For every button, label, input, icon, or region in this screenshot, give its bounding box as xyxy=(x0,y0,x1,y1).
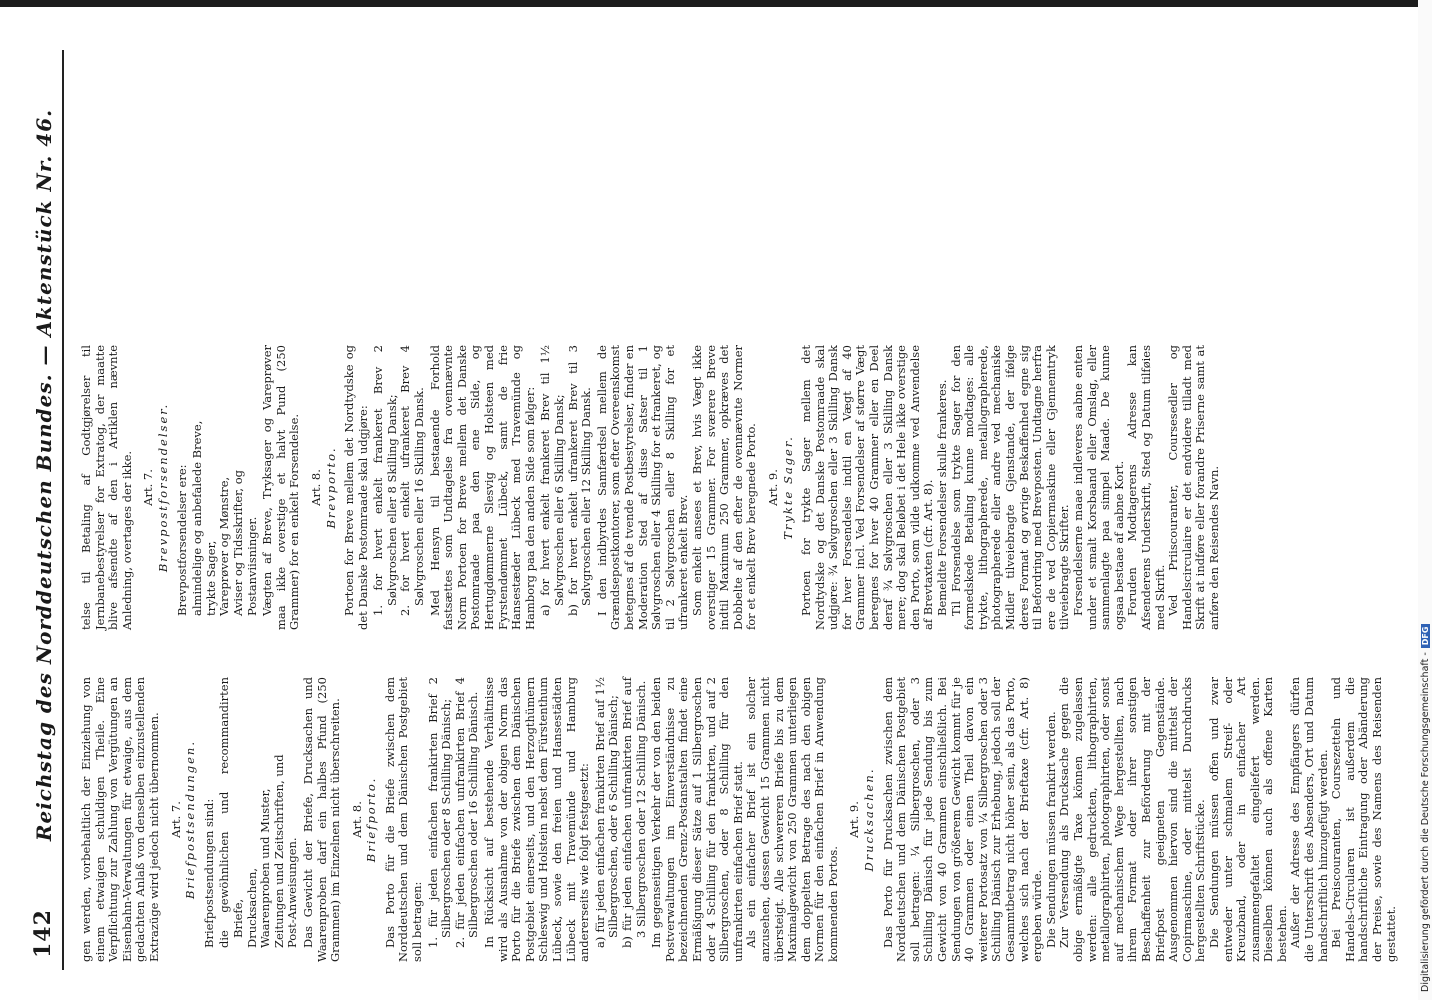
paragraph: Forsendelserne maae indleveres aabne enten under et smalt Korsbaand eller Omslag, eller sammenlagte paa simpel Maade. De kunne ogsaa bestaae af aabne Kort. xyxy=(1070,345,1126,630)
paragraph: gen werden, vorbehaltlich der Einziehung von einem etwaigen schuldigen Theile. Eine Verpflichtung zur Zahlung von Vergütungen an Eisenbahn-Verwaltungen für etwaige, aus dem gedachten Anlaß von denselben einzustellenden Extrazüge wird jedoch nicht übernommen. xyxy=(79,677,161,962)
item-list xyxy=(594,677,648,948)
list-item: b) for hvert enkelt ufrankeret Brev til 3 Sølvgroschen eller 12 Skilling Dansk. xyxy=(565,345,594,616)
list-item: die gewöhnlichen und recommandirten Briefe, xyxy=(217,677,245,948)
paragraph: Ved Priiscouranter, Coursesedler og Handelscirculaire er det endvidere tilladt med Skrift at indføre eller forandre Priserne samt at anføre den Reisendes Navn. xyxy=(1166,345,1221,630)
paragraph: Als ein einfacher Brief ist ein solcher anzusehen, dessen Gewicht 15 Grammen nicht übersteigt. Alle schwereren Briefe bis zu dem Maximalgewicht von 250 Grammen unterliegen dem doppelten Betrage des nach den obigen Normen für den einfachen Brief in Anwendung kommenden Portos. xyxy=(744,677,840,962)
paragraph: Brevpostforsendelser ere: xyxy=(174,464,189,616)
article-title: Brevporto. xyxy=(323,446,338,529)
article-title: Briefporto. xyxy=(364,776,379,863)
list-item: Postanviisninger. xyxy=(244,516,259,616)
item-list xyxy=(191,345,259,616)
list-item: Zeitungen und Zeitschriften, und xyxy=(271,754,286,948)
paragraph: Zur Versendung als Drucksache gegen die obige ermäßigte Taxe können zugelassen werden: alle gedruckten, lithographirten, metallographirten, photographirten, oder sonst auf mechanischem Wege hergestellten, nach ihrem Format oder ihrer sonstigen Beschaffenheit zur Beförderung mit der Briefpost geeigneten Gegenstände. Ausgenommen hiervon sind die mittelst der Copirmaschine, oder mittelst Durchdrucks hergestellten Schriftstücke. xyxy=(1057,677,1208,962)
paragraph: Bei Preiscouranten, Coursezetteln und Handels-Circularen ist außerdem die handschriftliche Eintragung oder Abänderung der Preise, sowie des Namens des Reisenden gestattet. xyxy=(1329,677,1398,962)
paragraph: Portoen for Breve mellem det Nordtydske og det Danske Postomraade skal udgjøre: xyxy=(342,345,370,630)
list-item: Vareprøver og Mønstre, xyxy=(217,476,232,616)
list-item: a) for hvert enkelt frankeret Brev til 1½ Sølvgroschen eller 6 Skilling Dansk; xyxy=(538,345,566,616)
item-list xyxy=(372,345,426,616)
running-title: Reichstag des Norddeutschen Bundes. — Aktenstück Nr. 46. xyxy=(32,108,56,842)
page-number: 142 xyxy=(30,909,56,958)
article-number: Art. 8. xyxy=(308,469,323,506)
list-item: Drucksachen, xyxy=(244,867,259,948)
paragraph: Til Forsendelse som trykte Sager for den formedskede Betaling kunne modtages: alle trykte, lithographerede, metallographerede, photographerede eller andre ved mechaniske Midler tilveiebragte Gjenstande, der ifølge deres Format og øvrige Beskaffenhed egne sig til Befordring med Brevposten. Undtagne herfra ere de ved Copiermaskine eller Gjennemtryk tilveiebragte Skrifter. xyxy=(948,345,1072,630)
paragraph: Das Porto für Drucksachen zwischen dem Norddeutschen und dem Dänischen Postgebiet soll betragen: ¼ Silbergroschen, oder 3 Schilling Dänisch für jede Sendung bis zum Gewicht von 40 Grammen einschließlich. Bei Sendungen von größerem Gewicht kommt für je 40 Grammen oder einen Theil davon ein weiterer Portosatz von ¼ Silbergroschen oder 3 Schilling Dänisch zur Erhebung, jedoch soll der Gesammtbetrag nicht höher sein, als das Porto, welches sich nach der Brieftaxe (cfr. Art. 8) ergeben würde. xyxy=(880,677,1045,962)
paragraph: telse til Betaling af Godtgjørelser til Jernbanebestyrelser for Extratog, der maatte blive afsendte af den i Artiklen nævnte Anledning, overtages der ikke. xyxy=(79,345,134,630)
paragraph: Som enkelt ansees et Brev, hvis Vægt ikke overstiger 15 Grammer. For sværere Breve indtil Maximum 250 Grammer, opkræves det Dobbelte af den efter de ovennævnte Normer for et enkelt Brev beregnede Porto. xyxy=(689,345,759,630)
article-number: Art. 9. xyxy=(765,469,780,506)
list-item: 2. für jeden einfachen unfrankirten Brief 4 Silbergroschen oder 16 Schilling Dänisch. xyxy=(452,677,481,948)
list-item: trykte Sager, xyxy=(203,540,218,616)
paragraph: Die Sendungen müssen offen und zwar entweder unter schmalem Streif- oder Kreuzband, oder in einfacher Art zusammengefaltet eingeliefert werden. Dieselben können auch als offene Karten bestehen. xyxy=(1206,677,1289,962)
article-title: Brevpostforsendelser. xyxy=(155,402,170,573)
article-number: Art. 7. xyxy=(141,469,156,506)
list-item: 2. for hvert enkelt ufrankeret Brev 4 Sølvgroschen eller 16 Skilling Dansk. xyxy=(398,345,427,616)
list-item: b) für jeden einfachen unfrankirten Brief auf 3 Silbergroschen oder 12 Schilling Dänisch. xyxy=(619,677,648,948)
paragraph: Portoen for trykte Sager mellem det Nordtydske og det Danske Postomraade skal udgjøre: ¾ Sølvgroschen eller 3 Skilling Dansk for hver Forsendelse indtil en Vægt af 40 Grammer incl. Ved Forsendelser af større Vægt beregnes for hver 40 Grammer eller en Deel deraf ¾ Sølvgroschen eller 3 Skilling Dansk mere; dog skal Beløbet i det Hele ikke overstige den Porto, som vilde udkomme ved Anvendelse af Brevtaxten (cfr. Art. 8). xyxy=(799,345,936,630)
list-item: Post-Anweisungen. xyxy=(285,837,300,948)
paragraph: Briefpostsendungen sind: xyxy=(201,798,216,948)
paragraph: Foruden Modtagerens Adresse kan Afsenderens Underskrift, Sted og Datum tilføies med Skrift. xyxy=(1125,345,1167,630)
paragraph: Bemeldte Forsendelser skulle frankeres. xyxy=(935,379,950,616)
page-header xyxy=(28,50,64,970)
article-title: Trykte Sager. xyxy=(780,435,795,540)
list-item: Aviser og Tidsskrifter, og xyxy=(230,470,245,616)
article-title: Drucksachen. xyxy=(862,767,877,872)
article-number: Art. 8. xyxy=(349,801,364,838)
paragraph: In Rücksicht auf bestehende Verhältnisse wird als Ausnahme von der obigen Norm das Porto für die Briefe zwischen dem Dänischen Postgebiet einerseits, und den Herzogthümern Schleswig und Holstein nebst dem Fürstenthum Lübeck, sowie den freien und Hansestädten Lübeck mit Travemünde und Hamburg andererseits wie folgt festgesetzt: xyxy=(482,677,592,962)
article-number: Art. 9. xyxy=(847,801,862,838)
article-number: Art. 7. xyxy=(168,801,183,838)
paragraph: Die Sendungen müssen frankirt werden. xyxy=(1043,711,1058,948)
paragraph: Vægten af Breve, Tryksager og Vareprøver maa ikke overstige et halvt Pund (250 Grammer) for en enkelt Forsendelse. xyxy=(260,345,302,630)
article-title: Briefpostsendungen. xyxy=(183,740,198,900)
item-list xyxy=(427,677,481,948)
danish-text-column xyxy=(80,345,1222,630)
paragraph: Im gegenseitigen Verkehr der von den beiden Postverwaltungen im Einverständnisse zu bezeichnenden Grenz-Postanstalten findet eine Ermäßigung dieser Sätze auf 1 Silbergroschen oder 4 Schilling für den frankirten, und auf 2 Silbergroschen, oder 8 Schilling für den unfrankirten einfachen Brief statt. xyxy=(649,677,745,962)
list-item: almindelige og anbefalede Breve, xyxy=(190,420,205,616)
item-list xyxy=(218,677,300,948)
list-item: 1. für jeden einfachen frankirten Brief 2 Silbergroschen oder 8 Schilling Dänisch; xyxy=(425,677,454,948)
german-text-column xyxy=(80,677,1398,962)
paragraph: Med Hensyn til bestaaende Forhold fastsættes som Undtagelse fra ovennævnte Norm Portoen for Breve mellem det Danske Postomraade paa den ene Side, og Hertugdømmerne Slesvig og Holsteen med Fyrstendømmet Lübeck, samt de frie Hansestæder Lübeck med Travemünde og Hamborg paa den anden Side som følger: xyxy=(427,345,537,630)
paragraph: Außer der Adresse des Empfängers dürfen die Unterschrift des Absenders, Ort und Datum handschriftlich hinzugefügt werden. xyxy=(1288,677,1330,962)
item-list xyxy=(539,345,593,616)
list-item: Waarenproben und Muster, xyxy=(258,788,273,948)
list-item: a) für jeden einfachen frankirten Brief auf 1½ Silbergroschen, oder 6 Schilling Dänisch; xyxy=(592,677,621,948)
list-item: 1. for hvert enkelt frankeret Brev 2 Sølvgroschen eller 8 Skilling Dansk; xyxy=(371,345,399,616)
paragraph: I den indbyrdes Samfærdsel mellem de Grændsepostkontorer, som efter Overeenskomst betegnes af de tvende Postbestyrelser, finder en Moderation Sted af disse Satser til 1 Sølvgroschen eller 4 Skilling for et frankeret, og til 2 Sølvgroschen eller 8 Skilling for et ufrankeret enkelt Brev. xyxy=(594,345,691,630)
credit-text: Digitalisierung gefördert durch die Deutsche Forschungsgemeinschaft - xyxy=(1420,652,1431,992)
dfg-logo-badge: DFG xyxy=(1421,624,1430,649)
paragraph: Das Porto für die Briefe zwischen dem Norddeutschen und dem Dänischen Postgebiet soll betragen: xyxy=(382,677,425,962)
paragraph: Das Gewicht der Briefe, Drucksachen und Waarenproben darf ein halbes Pfund (250 Grammen) im Einzelnen nicht überschreiten. xyxy=(300,677,343,962)
dfg-credit-line xyxy=(1420,624,1431,992)
